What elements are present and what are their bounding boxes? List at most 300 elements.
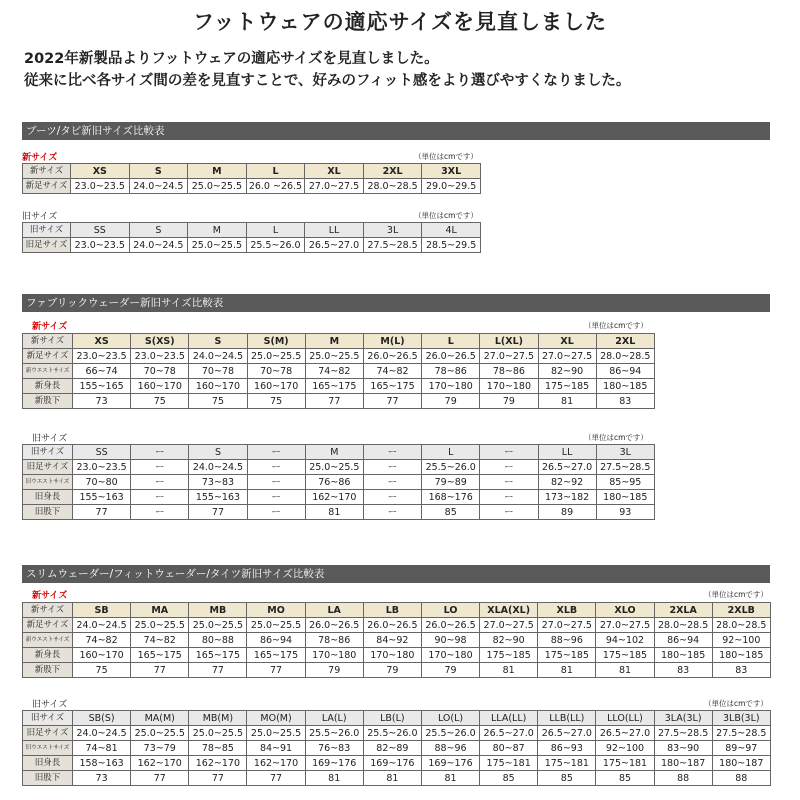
table-cell: 81	[538, 663, 596, 678]
table-row	[23, 771, 771, 786]
table-cell: 73~79	[131, 741, 189, 756]
table-cell: 78~86	[305, 633, 363, 648]
table-cell: 85	[596, 771, 654, 786]
intro-line-2: 従来に比べ各サイズ間の差を見直すことで、好みのフィット感をより選びやすくなりました。	[24, 73, 631, 89]
table-cell: 77	[305, 394, 363, 409]
table-cell: ー	[363, 475, 421, 490]
table-cell: 83	[596, 394, 654, 409]
table-cell: 77	[247, 663, 305, 678]
table-cell: 24.0~24.5	[189, 460, 247, 475]
row-header: 旧足サイズ	[23, 460, 73, 475]
table-cell: 81	[596, 663, 654, 678]
table-cell: 76~83	[305, 741, 363, 756]
intro-text	[24, 48, 630, 92]
table-row	[23, 618, 771, 633]
table-cell: 25.5~26.0	[305, 726, 363, 741]
size-header-cell: S	[189, 334, 247, 349]
size-header-cell: L	[422, 334, 480, 349]
table-cell: ー	[247, 490, 305, 505]
table-cell: 28.0~28.5	[712, 618, 770, 633]
table-cell: 25.0~25.5	[188, 179, 247, 194]
table-cell: 26.0 ~26.5	[246, 179, 305, 194]
table-row	[23, 648, 771, 663]
row-header: 旧股下	[23, 771, 73, 786]
table-cell: 82~90	[538, 364, 596, 379]
size-header-cell: M	[305, 334, 363, 349]
table-cell: 92~100	[596, 741, 654, 756]
table-cell: 160~170	[73, 648, 131, 663]
table-cell: 23.0~23.5	[73, 349, 131, 364]
table-row	[23, 633, 771, 648]
table-cell: 175~181	[596, 756, 654, 771]
table-cell: 27.0~27.5	[538, 618, 596, 633]
slim-wader-old-size-table	[22, 710, 771, 786]
intro-line-1: 2022年新製品よりフットウェアの適応サイズを見直しました。	[24, 51, 439, 67]
size-header-cell: S	[129, 223, 188, 238]
table-cell: 70~80	[73, 475, 131, 490]
row-header: 新サイズ	[23, 164, 71, 179]
table-cell: 180~187	[712, 756, 770, 771]
table-cell: 94~102	[596, 633, 654, 648]
table-cell: 170~180	[480, 379, 538, 394]
table-cell: 25.0~25.5	[188, 238, 247, 253]
unit-note: （単位はcmです）	[414, 152, 478, 161]
table-cell: 81	[538, 394, 596, 409]
table-cell: 89	[538, 505, 596, 520]
table-cell: 92~100	[712, 633, 770, 648]
table-cell: 26.5~27.0	[538, 726, 596, 741]
size-header-cell: LO	[421, 603, 479, 618]
table-cell: 74~81	[73, 741, 131, 756]
size-header-cell: 2XLB	[712, 603, 770, 618]
table-cell: 180~185	[596, 379, 654, 394]
table-cell: 155~165	[73, 379, 131, 394]
size-header-cell: 3LA(3L)	[654, 711, 712, 726]
table-cell: 24.0~24.5	[129, 238, 188, 253]
table-cell: 180~187	[654, 756, 712, 771]
section-band-fabric-wader: ファブリックウェーダー新旧サイズ比較表	[22, 294, 770, 312]
table-cell: 26.5~27.0	[538, 460, 596, 475]
table-cell: 78~86	[480, 364, 538, 379]
size-header-cell: SS	[71, 223, 130, 238]
table-cell: 25.5~26.0	[421, 726, 479, 741]
table-cell: 155~163	[73, 490, 131, 505]
size-header-cell: XS	[73, 334, 131, 349]
table-cell: 86~94	[654, 633, 712, 648]
size-header-cell: L	[246, 164, 305, 179]
table-cell: 79	[480, 394, 538, 409]
table-cell: 29.0~29.5	[422, 179, 481, 194]
unit-note: （単位はcmです）	[704, 699, 768, 708]
table-cell: 25.0~25.5	[305, 460, 363, 475]
row-header: 新足サイズ	[23, 618, 73, 633]
table-cell: 26.5~27.0	[305, 238, 364, 253]
table-row	[23, 223, 481, 238]
table-row	[23, 364, 655, 379]
table-row	[23, 445, 655, 460]
table-cell: ー	[480, 505, 538, 520]
table-cell: 82~89	[363, 741, 421, 756]
table-cell: 180~185	[712, 648, 770, 663]
table-cell: 90~98	[421, 633, 479, 648]
table-cell: 25.0~25.5	[189, 618, 247, 633]
table-row	[23, 711, 771, 726]
table-cell: ー	[131, 490, 189, 505]
table-cell: 28.0~28.5	[363, 179, 422, 194]
table-cell: 80~87	[480, 741, 538, 756]
table-cell: 28.0~28.5	[654, 618, 712, 633]
table-cell: 26.0~26.5	[421, 618, 479, 633]
table-cell: 24.0~24.5	[73, 726, 131, 741]
table-row	[23, 334, 655, 349]
table-cell: 23.0~23.5	[71, 179, 130, 194]
table-cell: 83	[712, 663, 770, 678]
table-cell: 79	[421, 663, 479, 678]
size-header-cell: MA	[131, 603, 189, 618]
table-cell: 70~78	[189, 364, 247, 379]
size-header-cell: LA	[305, 603, 363, 618]
table-cell: 23.0~23.5	[71, 238, 130, 253]
row-header: 新足サイズ	[23, 349, 73, 364]
table-cell: 162~170	[247, 756, 305, 771]
table-cell: 165~175	[363, 379, 421, 394]
table-cell: 83~90	[654, 741, 712, 756]
table-cell: 77	[247, 771, 305, 786]
size-header-cell: ー	[363, 445, 421, 460]
table-cell: ー	[363, 460, 421, 475]
section-band-boots: ブーツ/タビ新旧サイズ比較表	[22, 122, 770, 140]
old-size-label: 旧サイズ	[32, 434, 68, 444]
table-cell: 82~90	[480, 633, 538, 648]
table-row	[23, 756, 771, 771]
row-header: 新身長	[23, 648, 73, 663]
row-header: 新ウエストサイズ	[23, 364, 73, 379]
table-cell: 73~83	[189, 475, 247, 490]
fabric-wader-old-size-table	[22, 444, 655, 520]
size-header-cell: SB(S)	[73, 711, 131, 726]
table-cell: 74~82	[131, 633, 189, 648]
table-cell: 162~170	[131, 756, 189, 771]
table-cell: 74~82	[73, 633, 131, 648]
table-cell: 81	[305, 771, 363, 786]
table-cell: 83	[654, 663, 712, 678]
table-cell: 77	[73, 505, 131, 520]
size-header-cell: S	[129, 164, 188, 179]
table-cell: 175~185	[538, 648, 596, 663]
table-cell: 84~92	[363, 633, 421, 648]
table-cell: ー	[363, 505, 421, 520]
table-row	[23, 164, 481, 179]
table-cell: 66~74	[73, 364, 131, 379]
size-header-cell: LLA(LL)	[480, 711, 538, 726]
table-cell: 25.0~25.5	[131, 726, 189, 741]
row-header: 新サイズ	[23, 603, 73, 618]
size-header-cell: MB(M)	[189, 711, 247, 726]
size-header-cell: MA(M)	[131, 711, 189, 726]
table-cell: 79	[422, 394, 480, 409]
table-cell: 165~175	[247, 648, 305, 663]
table-cell: 175~185	[480, 648, 538, 663]
table-cell: ー	[131, 475, 189, 490]
table-cell: 73	[73, 394, 131, 409]
size-header-cell: XLO	[596, 603, 654, 618]
table-cell: 27.0~27.5	[480, 618, 538, 633]
table-cell: 73	[73, 771, 131, 786]
table-cell: 26.0~26.5	[422, 349, 480, 364]
table-cell: 170~180	[305, 648, 363, 663]
table-cell: 25.0~25.5	[247, 349, 305, 364]
size-header-cell: XL	[305, 164, 364, 179]
table-cell: 84~91	[247, 741, 305, 756]
table-cell: 27.0~27.5	[305, 179, 364, 194]
old-size-label: 旧サイズ	[22, 212, 58, 222]
row-header: 新股下	[23, 394, 73, 409]
size-header-cell: 4L	[422, 223, 481, 238]
table-row	[23, 505, 655, 520]
table-cell: 88~96	[538, 633, 596, 648]
table-row	[23, 741, 771, 756]
table-cell: 85	[538, 771, 596, 786]
table-cell: 26.0~26.5	[305, 618, 363, 633]
table-cell: 79~89	[422, 475, 480, 490]
table-cell: 24.0~24.5	[129, 179, 188, 194]
row-header: 旧足サイズ	[23, 726, 73, 741]
table-cell: 75	[247, 394, 305, 409]
table-cell: 180~185	[596, 490, 654, 505]
size-header-cell: LLB(LL)	[538, 711, 596, 726]
row-header: 新足サイズ	[23, 179, 71, 194]
slim-wader-new-size-table	[22, 602, 771, 678]
table-cell: 70~78	[131, 364, 189, 379]
table-row	[23, 663, 771, 678]
table-cell: 88~96	[421, 741, 479, 756]
table-cell: ー	[131, 460, 189, 475]
table-cell: ー	[480, 460, 538, 475]
table-cell: 75	[131, 394, 189, 409]
size-header-cell: XS	[71, 164, 130, 179]
size-header-cell: LB(L)	[363, 711, 421, 726]
table-cell: 82~92	[538, 475, 596, 490]
table-cell: 165~175	[131, 648, 189, 663]
table-cell: 158~163	[73, 756, 131, 771]
row-header: 旧サイズ	[23, 445, 73, 460]
table-cell: 26.5~27.0	[480, 726, 538, 741]
table-cell: 165~175	[305, 379, 363, 394]
table-cell: 81	[363, 771, 421, 786]
table-cell: 77	[189, 771, 247, 786]
unit-note: （単位はcmです）	[704, 590, 768, 599]
table-cell: 170~180	[422, 379, 480, 394]
size-header-cell: L	[246, 223, 305, 238]
table-cell: 175~181	[480, 756, 538, 771]
row-header: 旧ウエストサイズ	[23, 475, 73, 490]
table-row	[23, 179, 481, 194]
size-header-cell: ー	[247, 445, 305, 460]
table-cell: 77	[363, 394, 421, 409]
table-cell: 170~180	[421, 648, 479, 663]
size-header-cell: 3LB(3L)	[712, 711, 770, 726]
size-header-cell: XLB	[538, 603, 596, 618]
row-header: 旧サイズ	[23, 711, 73, 726]
section-band-slim-wader: スリムウェーダー/フィットウェーダー/タイツ新旧サイズ比較表	[22, 565, 770, 583]
new-size-label: 新サイズ	[22, 153, 58, 163]
table-cell: 75	[189, 394, 247, 409]
table-cell: 81	[421, 771, 479, 786]
table-cell: 77	[189, 505, 247, 520]
table-cell: 89~97	[712, 741, 770, 756]
table-cell: 162~170	[189, 756, 247, 771]
row-header: 旧足サイズ	[23, 238, 71, 253]
table-cell: 25.0~25.5	[189, 726, 247, 741]
table-cell: 170~180	[363, 648, 421, 663]
table-cell: 169~176	[305, 756, 363, 771]
table-cell: 25.0~25.5	[131, 618, 189, 633]
table-cell: 77	[189, 663, 247, 678]
table-cell: 25.0~25.5	[247, 726, 305, 741]
table-cell: 85	[480, 771, 538, 786]
boots-old-size-table	[22, 222, 481, 253]
table-cell: 25.5~26.0	[363, 726, 421, 741]
row-header: 新身長	[23, 379, 73, 394]
table-cell: 23.0~23.5	[131, 349, 189, 364]
size-header-cell: 3L	[363, 223, 422, 238]
table-cell: 160~170	[189, 379, 247, 394]
table-cell: 26.5~27.0	[596, 726, 654, 741]
table-cell: 81	[305, 505, 363, 520]
table-cell: 27.5~28.5	[363, 238, 422, 253]
unit-note: （単位はcmです）	[584, 433, 648, 442]
table-row	[23, 379, 655, 394]
size-header-cell: 2XL	[596, 334, 654, 349]
table-cell: 25.5~26.0	[246, 238, 305, 253]
table-cell: 168~176	[422, 490, 480, 505]
table-row	[23, 490, 655, 505]
size-header-cell: ー	[131, 445, 189, 460]
size-header-cell: 2XL	[363, 164, 422, 179]
size-header-cell: LLO(LL)	[596, 711, 654, 726]
table-cell: 175~185	[596, 648, 654, 663]
table-cell: 173~182	[538, 490, 596, 505]
size-header-cell: 3L	[596, 445, 654, 460]
size-header-cell: LO(L)	[421, 711, 479, 726]
table-cell: 169~176	[421, 756, 479, 771]
table-cell: ー	[480, 475, 538, 490]
table-cell: 25.0~25.5	[305, 349, 363, 364]
size-header-cell: L(XL)	[480, 334, 538, 349]
table-row	[23, 349, 655, 364]
size-header-cell: XLA(XL)	[480, 603, 538, 618]
table-cell: 162~170	[305, 490, 363, 505]
table-cell: 78~86	[422, 364, 480, 379]
new-size-label: 新サイズ	[32, 322, 68, 332]
table-row	[23, 394, 655, 409]
table-cell: 86~94	[247, 633, 305, 648]
table-cell: 85	[422, 505, 480, 520]
table-cell: 85~95	[596, 475, 654, 490]
size-header-cell: LL	[538, 445, 596, 460]
size-header-cell: MO	[247, 603, 305, 618]
table-cell: ー	[480, 490, 538, 505]
row-header: 新股下	[23, 663, 73, 678]
size-header-cell: L	[422, 445, 480, 460]
table-cell: 160~170	[247, 379, 305, 394]
size-header-cell: LL	[305, 223, 364, 238]
table-cell: 74~82	[305, 364, 363, 379]
table-cell: 169~176	[363, 756, 421, 771]
table-cell: 86~94	[596, 364, 654, 379]
old-size-label: 旧サイズ	[32, 700, 68, 710]
table-cell: 175~181	[538, 756, 596, 771]
size-header-cell: S	[189, 445, 247, 460]
table-cell: 77	[131, 771, 189, 786]
table-cell: 81	[480, 663, 538, 678]
table-cell: 24.0~24.5	[189, 349, 247, 364]
table-row	[23, 603, 771, 618]
table-cell: 28.0~28.5	[596, 349, 654, 364]
table-cell: 79	[363, 663, 421, 678]
table-cell: 27.0~27.5	[480, 349, 538, 364]
table-cell: 70~78	[247, 364, 305, 379]
table-cell: 27.5~28.5	[654, 726, 712, 741]
table-cell: 26.0~26.5	[363, 349, 421, 364]
size-header-cell: S(XS)	[131, 334, 189, 349]
size-header-cell: M	[188, 223, 247, 238]
table-cell: 26.0~26.5	[363, 618, 421, 633]
row-header: 旧股下	[23, 505, 73, 520]
table-cell: 88	[712, 771, 770, 786]
size-header-cell: SS	[73, 445, 131, 460]
row-header: 旧身長	[23, 756, 73, 771]
size-header-cell: MO(M)	[247, 711, 305, 726]
table-cell: 79	[305, 663, 363, 678]
table-cell: 25.0~25.5	[247, 618, 305, 633]
table-cell: 74~82	[363, 364, 421, 379]
table-cell: ー	[247, 475, 305, 490]
table-cell: 80~88	[189, 633, 247, 648]
table-cell: 24.0~24.5	[73, 618, 131, 633]
row-header: 新ウエストサイズ	[23, 633, 73, 648]
table-row	[23, 475, 655, 490]
unit-note: （単位はcmです）	[414, 211, 478, 220]
table-cell: 76~86	[305, 475, 363, 490]
page-title: フットウェアの適応サイズを見直しました	[192, 10, 607, 34]
table-cell: 27.0~27.5	[538, 349, 596, 364]
table-cell: ー	[363, 490, 421, 505]
fabric-wader-new-size-table	[22, 333, 655, 409]
size-header-cell: M	[305, 445, 363, 460]
size-header-cell: MB	[189, 603, 247, 618]
row-header: 旧ウエストサイズ	[23, 741, 73, 756]
size-header-cell: ー	[480, 445, 538, 460]
table-cell: 77	[131, 663, 189, 678]
table-cell: 27.5~28.5	[712, 726, 770, 741]
unit-note: （単位はcmです）	[584, 321, 648, 330]
table-cell: ー	[131, 505, 189, 520]
table-row	[23, 460, 655, 475]
table-cell: 27.0~27.5	[596, 618, 654, 633]
size-header-cell: LA(L)	[305, 711, 363, 726]
table-cell: ー	[247, 460, 305, 475]
table-row	[23, 238, 481, 253]
table-cell: 180~185	[654, 648, 712, 663]
table-cell: ー	[247, 505, 305, 520]
size-header-cell: S(M)	[247, 334, 305, 349]
size-header-cell: LB	[363, 603, 421, 618]
new-size-label: 新サイズ	[32, 591, 68, 601]
table-cell: 27.5~28.5	[596, 460, 654, 475]
table-cell: 86~93	[538, 741, 596, 756]
table-cell: 88	[654, 771, 712, 786]
